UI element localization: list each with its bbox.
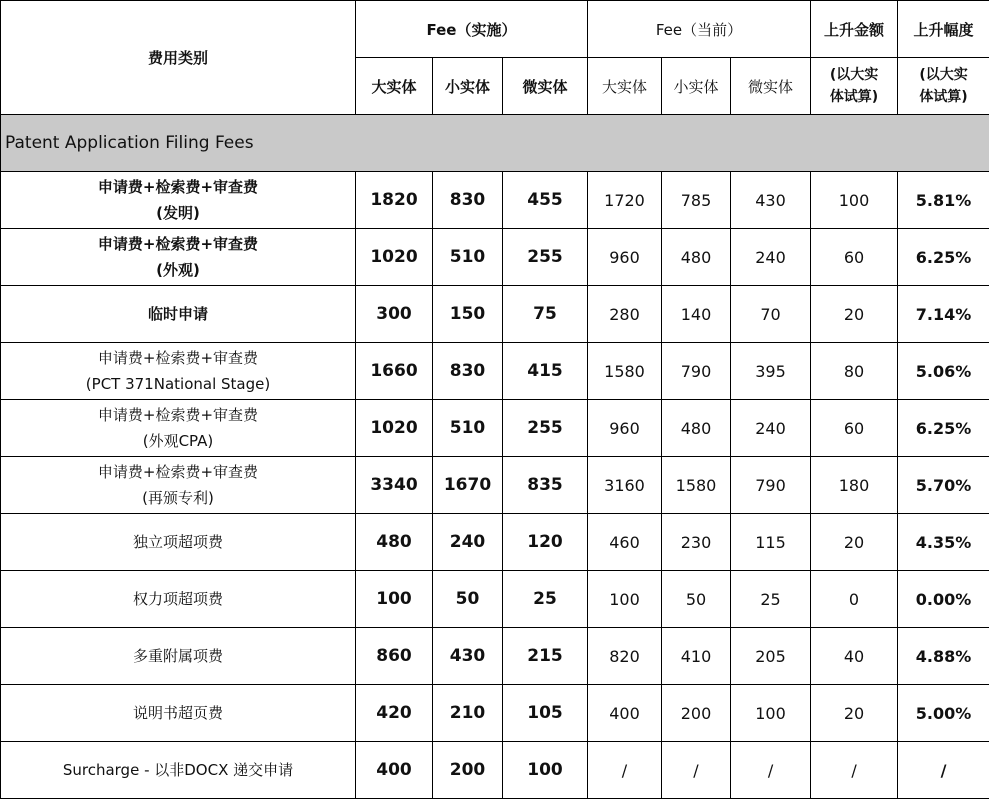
fee-category [1,286,356,343]
fee-new-small: 830 [433,172,503,229]
fee-current-large: 960 [588,229,662,286]
fee-category [1,628,356,685]
fee-new-large: 100 [356,571,433,628]
fee-category [1,571,356,628]
fee-category-line-2: (外观) [5,257,351,283]
increase-amount: 60 [811,229,898,286]
fee-new-large: 400 [356,742,433,799]
fee-current-small: 140 [662,286,731,343]
increase-pct: 7.14% [898,286,989,343]
fee-current-large: 960 [588,400,662,457]
fee-category-line-1: 申请费+检索费+审查费 [5,345,351,371]
fee-current-large: 280 [588,286,662,343]
fee-new-large: 300 [356,286,433,343]
header-new-large: 大实体 [356,58,433,115]
fee-category [1,457,356,514]
fee-category-line-2: (PCT 371National Stage) [5,371,351,397]
increase-pct: 4.35% [898,514,989,571]
table-row [1,172,989,229]
fee-new-large: 860 [356,628,433,685]
fee-new-micro: 415 [503,343,588,400]
fee-current-small: 785 [662,172,731,229]
header-new-small: 小实体 [433,58,503,115]
fee-current-micro: 430 [731,172,811,229]
increase-pct: 4.88% [898,628,989,685]
table-row [1,742,989,799]
increase-pct: 0.00% [898,571,989,628]
table-row [1,685,989,742]
header-fee-current: Fee（当前） [588,1,811,58]
fee-current-large: 460 [588,514,662,571]
increase-amount: 40 [811,628,898,685]
header-increase-amount: 上升金额 [811,1,898,58]
basis-line-2: 体试算) [902,86,985,108]
fee-new-micro: 835 [503,457,588,514]
fee-new-large: 1820 [356,172,433,229]
header-cur-micro: 微实体 [731,58,811,115]
fee-current-small: 230 [662,514,731,571]
fee-new-small: 830 [433,343,503,400]
header-fee-new: Fee（实施） [356,1,588,58]
increase-pct: 6.25% [898,400,989,457]
header-increase-pct: 上升幅度 [898,1,989,58]
fee-category [1,343,356,400]
fee-category-line-2: (发明) [5,200,351,226]
fee-new-large: 1020 [356,229,433,286]
fee-new-small: 210 [433,685,503,742]
fee-current-micro: 25 [731,571,811,628]
fee-current-small: 200 [662,685,731,742]
fee-category-line-1: 说明书超页费 [5,700,351,726]
table-row [1,628,989,685]
fee-new-large: 3340 [356,457,433,514]
fee-current-large: 100 [588,571,662,628]
fee-current-micro: 205 [731,628,811,685]
fee-new-small: 1670 [433,457,503,514]
table-row [1,457,989,514]
fee-new-large: 480 [356,514,433,571]
increase-amount: 0 [811,571,898,628]
fee-current-small: 50 [662,571,731,628]
increase-amount: 20 [811,286,898,343]
increase-pct: 6.25% [898,229,989,286]
fee-current-micro: 115 [731,514,811,571]
fee-current-micro: 790 [731,457,811,514]
fee-new-micro: 215 [503,628,588,685]
header-cur-small: 小实体 [662,58,731,115]
fee-new-large: 420 [356,685,433,742]
fee-new-micro: 120 [503,514,588,571]
fee-new-small: 510 [433,400,503,457]
fee-category [1,742,356,799]
fee-current-micro: 70 [731,286,811,343]
fee-current-large: 820 [588,628,662,685]
fee-new-small: 50 [433,571,503,628]
fee-current-micro: 395 [731,343,811,400]
fee-current-small: 1580 [662,457,731,514]
fee-category-line-2: (外观CPA) [5,428,351,454]
fee-category-line-1: 权力项超项费 [5,586,351,612]
header-cur-large: 大实体 [588,58,662,115]
increase-pct: 5.06% [898,343,989,400]
fee-current-large: 1720 [588,172,662,229]
increase-amount: 180 [811,457,898,514]
fee-new-micro: 25 [503,571,588,628]
table-row [1,286,989,343]
header-pct-basis [898,58,989,115]
increase-pct: 5.70% [898,457,989,514]
fee-category-line-1: 申请费+检索费+审查费 [5,174,351,200]
fee-category [1,685,356,742]
fee-current-small: / [662,742,731,799]
fee-new-small: 150 [433,286,503,343]
increase-pct: / [898,742,989,799]
increase-amount: 20 [811,514,898,571]
fee-current-small: 480 [662,400,731,457]
header-amount-basis [811,58,898,115]
fee-category-line-1: Surcharge - 以非DOCX 递交申请 [5,757,351,783]
fee-new-small: 430 [433,628,503,685]
fee-category [1,229,356,286]
fee-current-small: 410 [662,628,731,685]
fee-current-micro: 240 [731,400,811,457]
fee-new-large: 1020 [356,400,433,457]
fee-category-line-1: 临时申请 [5,301,351,327]
fee-current-micro: 240 [731,229,811,286]
fee-current-micro: 100 [731,685,811,742]
fee-category-line-2: (再颁专利) [5,485,351,511]
fee-new-micro: 100 [503,742,588,799]
fee-category-line-1: 申请费+检索费+审查费 [5,402,351,428]
fee-new-small: 510 [433,229,503,286]
increase-amount: 60 [811,400,898,457]
fee-new-large: 1660 [356,343,433,400]
fee-current-small: 480 [662,229,731,286]
table-row [1,343,989,400]
fee-new-micro: 105 [503,685,588,742]
fee-current-micro: / [731,742,811,799]
basis-line-1: (以大实 [815,64,893,86]
fee-category [1,172,356,229]
header-new-micro: 微实体 [503,58,588,115]
increase-amount: / [811,742,898,799]
fee-new-micro: 455 [503,172,588,229]
fee-current-large: / [588,742,662,799]
fee-category-line-1: 申请费+检索费+审查费 [5,459,351,485]
section-title: Patent Application Filing Fees [1,115,989,172]
increase-amount: 80 [811,343,898,400]
fee-current-small: 790 [662,343,731,400]
fee-new-micro: 75 [503,286,588,343]
table-row [1,571,989,628]
table-row [1,229,989,286]
fee-category [1,400,356,457]
header-category: 费用类别 [1,1,356,115]
increase-pct: 5.00% [898,685,989,742]
fee-new-small: 240 [433,514,503,571]
fee-current-large: 3160 [588,457,662,514]
basis-line-1: (以大实 [902,64,985,86]
table-row [1,400,989,457]
increase-amount: 20 [811,685,898,742]
fee-current-large: 400 [588,685,662,742]
fee-category [1,514,356,571]
table-row [1,514,989,571]
fee-new-small: 200 [433,742,503,799]
fee-category-line-1: 申请费+检索费+审查费 [5,231,351,257]
basis-line-2: 体试算) [815,86,893,108]
increase-pct: 5.81% [898,172,989,229]
fee-category-line-1: 多重附属项费 [5,643,351,669]
fee-new-micro: 255 [503,400,588,457]
fee-category-line-1: 独立项超项费 [5,529,351,555]
fee-new-micro: 255 [503,229,588,286]
fee-current-large: 1580 [588,343,662,400]
increase-amount: 100 [811,172,898,229]
